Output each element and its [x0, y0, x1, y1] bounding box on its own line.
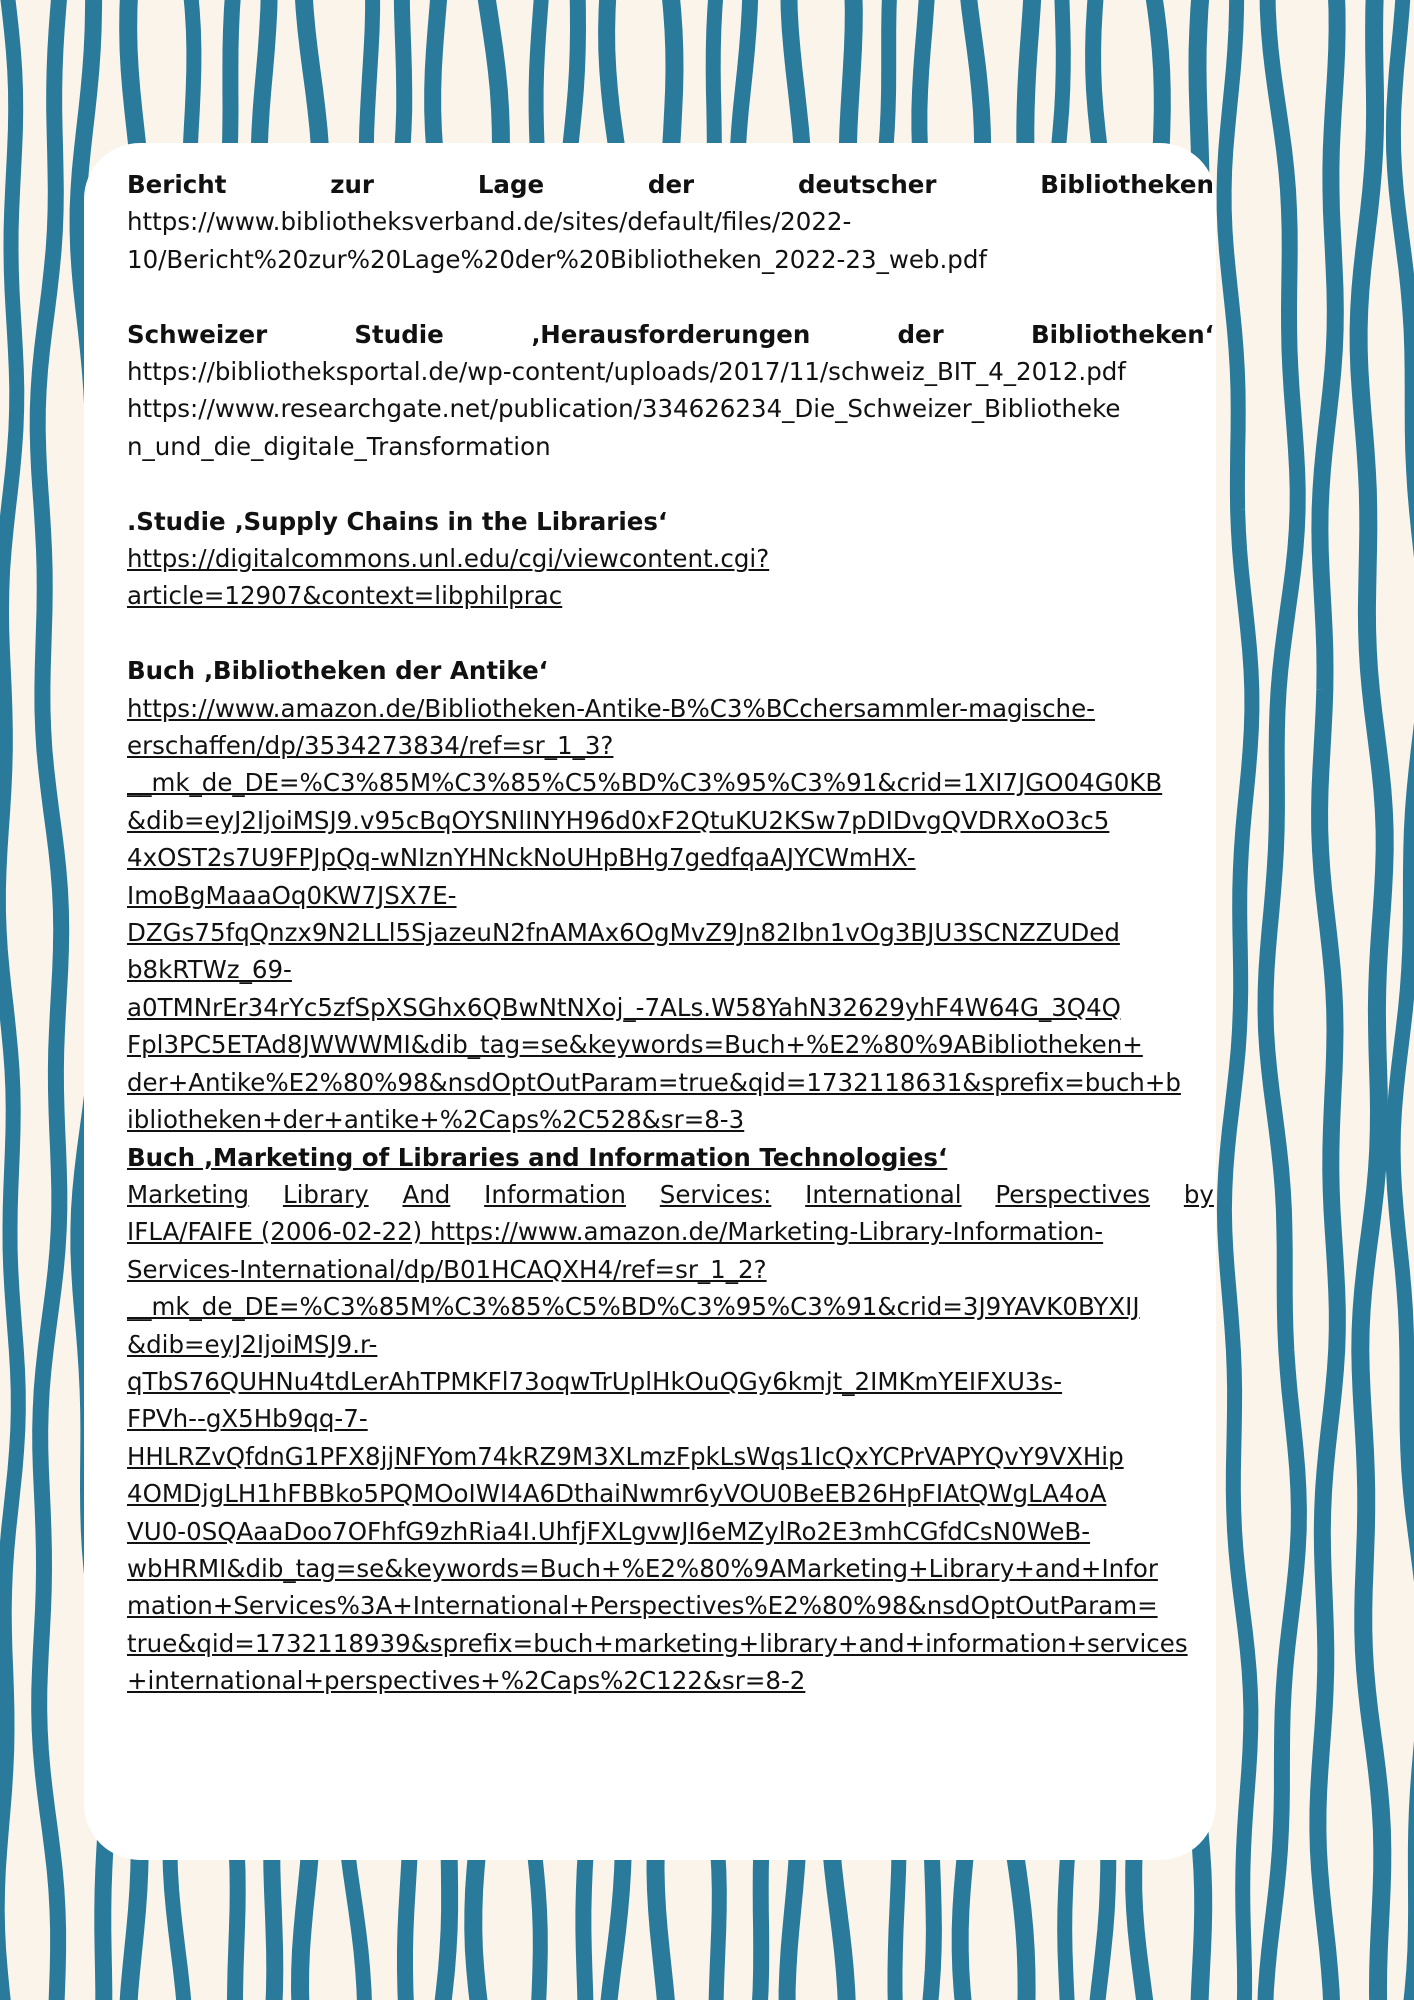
section-heading-antike: Buch ‚Bibliotheken der Antike‘: [127, 656, 548, 686]
url-line[interactable]: https://www.bibliotheksverband.de/sites/default/files/2022-: [127, 207, 852, 237]
link-word: And: [402, 1179, 451, 1209]
heading-word: deutscher: [797, 170, 937, 199]
link-line-justified[interactable]: [127, 1176, 1214, 1213]
link-word: Library: [282, 1179, 369, 1209]
link-word: Perspectives: [995, 1179, 1151, 1209]
link-line[interactable]: a0TMNrEr34rYc5zfSpXSGhx6QBwNtNXoj_-7ALs.W58YahN32629yhF4W64G_3Q4Q: [127, 992, 1121, 1022]
heading-word: Bibliotheken‘: [1030, 319, 1214, 349]
link-line[interactable]: FPVh--gX5Hb9qq-7-: [127, 1404, 368, 1434]
section-heading-schweizer-studie: [127, 316, 1214, 353]
link-line[interactable]: ibliotheken+der+antike+%2Caps%2C528&sr=8-3: [127, 1105, 745, 1135]
spacer: [127, 615, 1214, 652]
stripe-line: [0, 0, 18, 2000]
stripe-line: [1393, 0, 1414, 2000]
link-line[interactable]: 4OMDjgLH1hFBBko5PQMOoIWI4A6DthaiNwmr6yVOU0BeEB26HpFIAtQWgLA4oA: [127, 1479, 1107, 1509]
link-line[interactable]: article=12907&context=libphilprac: [127, 581, 563, 611]
section-heading-bericht: [127, 166, 1214, 203]
stripe-line: [1359, 0, 1385, 2000]
link-line[interactable]: https://www.amazon.de/Bibliotheken-Antike-B%C3%BCchersammler-magische-: [127, 693, 1096, 723]
section-heading-supply-chains: .Studie ‚Supply Chains in the Libraries‘: [127, 506, 668, 536]
link-line[interactable]: &dib=eyJ2IjoiMSJ9.r-: [127, 1329, 378, 1359]
link-line[interactable]: __mk_de_DE=%C3%85M%C3%85%C5%BD%C3%95%C3%91&crid=1XI7JGO04G0KB: [127, 768, 1163, 798]
link-line[interactable]: VU0-0SQAaaDoo7OFhfG9zhRia4I.UhfjFXLgvwJI6eMZylRo2E3mhCGfdCsN0WeB-: [127, 1516, 1091, 1546]
link-line[interactable]: IFLA/FAIFE (2006-02-22) https://www.amazon.de/Marketing-Library-Information-: [127, 1217, 1104, 1247]
heading-word: Studie: [354, 319, 444, 349]
link-line[interactable]: qTbS76QUHNu4tdLerAhTPMKFl73oqwTrUplHkOuQGy6kmjt_2IMKmYEIFXU3s-: [127, 1366, 1063, 1396]
url-line[interactable]: https://www.researchgate.net/publication/334626234_Die_Schweizer_Bibliotheke: [127, 394, 1121, 424]
link-line[interactable]: Fpl3PC5ETAd8JWWWMI&dib_tag=se&keywords=Buch+%E2%80%9ABibliotheken+: [127, 1030, 1143, 1060]
spacer: [127, 278, 1214, 315]
heading-word: Bibliotheken: [1040, 170, 1214, 199]
link-line[interactable]: __mk_de_DE=%C3%85M%C3%85%C5%BD%C3%95%C3%91&crid=3J9YAVK0BYXIJ: [127, 1292, 1140, 1322]
link-line[interactable]: der+Antike%E2%80%98&nsdOptOutParam=true&qid=1732118631&sprefix=buch+b: [127, 1067, 1181, 1097]
link-line[interactable]: wbHRMI&dib_tag=se&keywords=Buch+%E2%80%9AMarketing+Library+and+Infor: [127, 1553, 1158, 1583]
stripe-line: [1224, 0, 1252, 2000]
link-line[interactable]: +international+perspectives+%2Caps%2C122&sr=8-2: [127, 1666, 806, 1696]
heading-word: zur: [330, 170, 375, 199]
link-line[interactable]: ImoBgMaaaOq0KW7JSX7E-: [127, 880, 457, 910]
link-line[interactable]: b8kRTWz_69-: [127, 955, 292, 985]
spacer: [127, 465, 1214, 502]
stripe-line: [1265, 0, 1299, 2000]
stripe-line: [38, 0, 62, 2000]
reference-list: [127, 166, 1214, 1700]
link-word: Marketing: [127, 1179, 250, 1209]
link-word: International: [805, 1179, 962, 1209]
url-line[interactable]: https://bibliotheksportal.de/wp-content/uploads/2017/11/schweiz_BIT_4_2012.pdf: [127, 357, 1126, 387]
link-line[interactable]: true&qid=1732118939&sprefix=buch+marketing+library+and+information+services: [127, 1628, 1188, 1658]
link-word: Information: [484, 1179, 626, 1209]
heading-word: Bericht: [127, 170, 227, 199]
heading-word: ‚Herausforderungen: [530, 319, 811, 349]
link-word: by: [1183, 1179, 1214, 1209]
heading-word: Schweizer: [127, 319, 268, 349]
url-line[interactable]: 10/Bericht%20zur%20Lage%20der%20Bibliotheken_2022-23_web.pdf: [127, 244, 988, 274]
link-line[interactable]: erschaffen/dp/3534273834/ref=sr_1_3?: [127, 731, 614, 761]
link-line[interactable]: DZGs75fqQnzx9N2LLl5SjazeuN2fnAMAx6OgMvZ9Jn82Ibn1vOg3BJU3SCNZZUDed: [127, 918, 1120, 948]
url-line[interactable]: n_und_die_digitale_Transformation: [127, 431, 551, 461]
heading-word: Lage: [477, 170, 545, 199]
link-line[interactable]: Services-International/dp/B01HCAQXH4/ref=sr_1_2?: [127, 1254, 767, 1284]
link-line[interactable]: mation+Services%3A+International+Perspectives%E2%80%98&nsdOptOutParam=: [127, 1591, 1158, 1621]
link-line[interactable]: https://digitalcommons.unl.edu/cgi/viewcontent.cgi?: [127, 544, 770, 574]
link-line[interactable]: 4xOST2s7U9FPJpQq-wNIznYHNckNoUHpBHg7gedfqaAJYCWmHX-: [127, 843, 916, 873]
link-word: Services:: [659, 1179, 772, 1209]
link-line[interactable]: HHLRZvQfdnG1PFX8jjNFYom74kRZ9M3XLmzFpkLsWqs1IcQxYCPrVAPYQvY9VXHip: [127, 1441, 1124, 1471]
heading-word: der: [647, 170, 695, 199]
link-line[interactable]: &dib=eyJ2IjoiMSJ9.v95cBqOYSNlINYH96d0xF2QtuKU2KSw7pDIDvgQVDRXoO3c5: [127, 805, 1110, 835]
stripe-line: [1318, 0, 1337, 2000]
section-heading-marketing: Buch ‚Marketing of Libraries and Information Technologies‘: [127, 1142, 948, 1172]
heading-word: der: [897, 319, 944, 349]
